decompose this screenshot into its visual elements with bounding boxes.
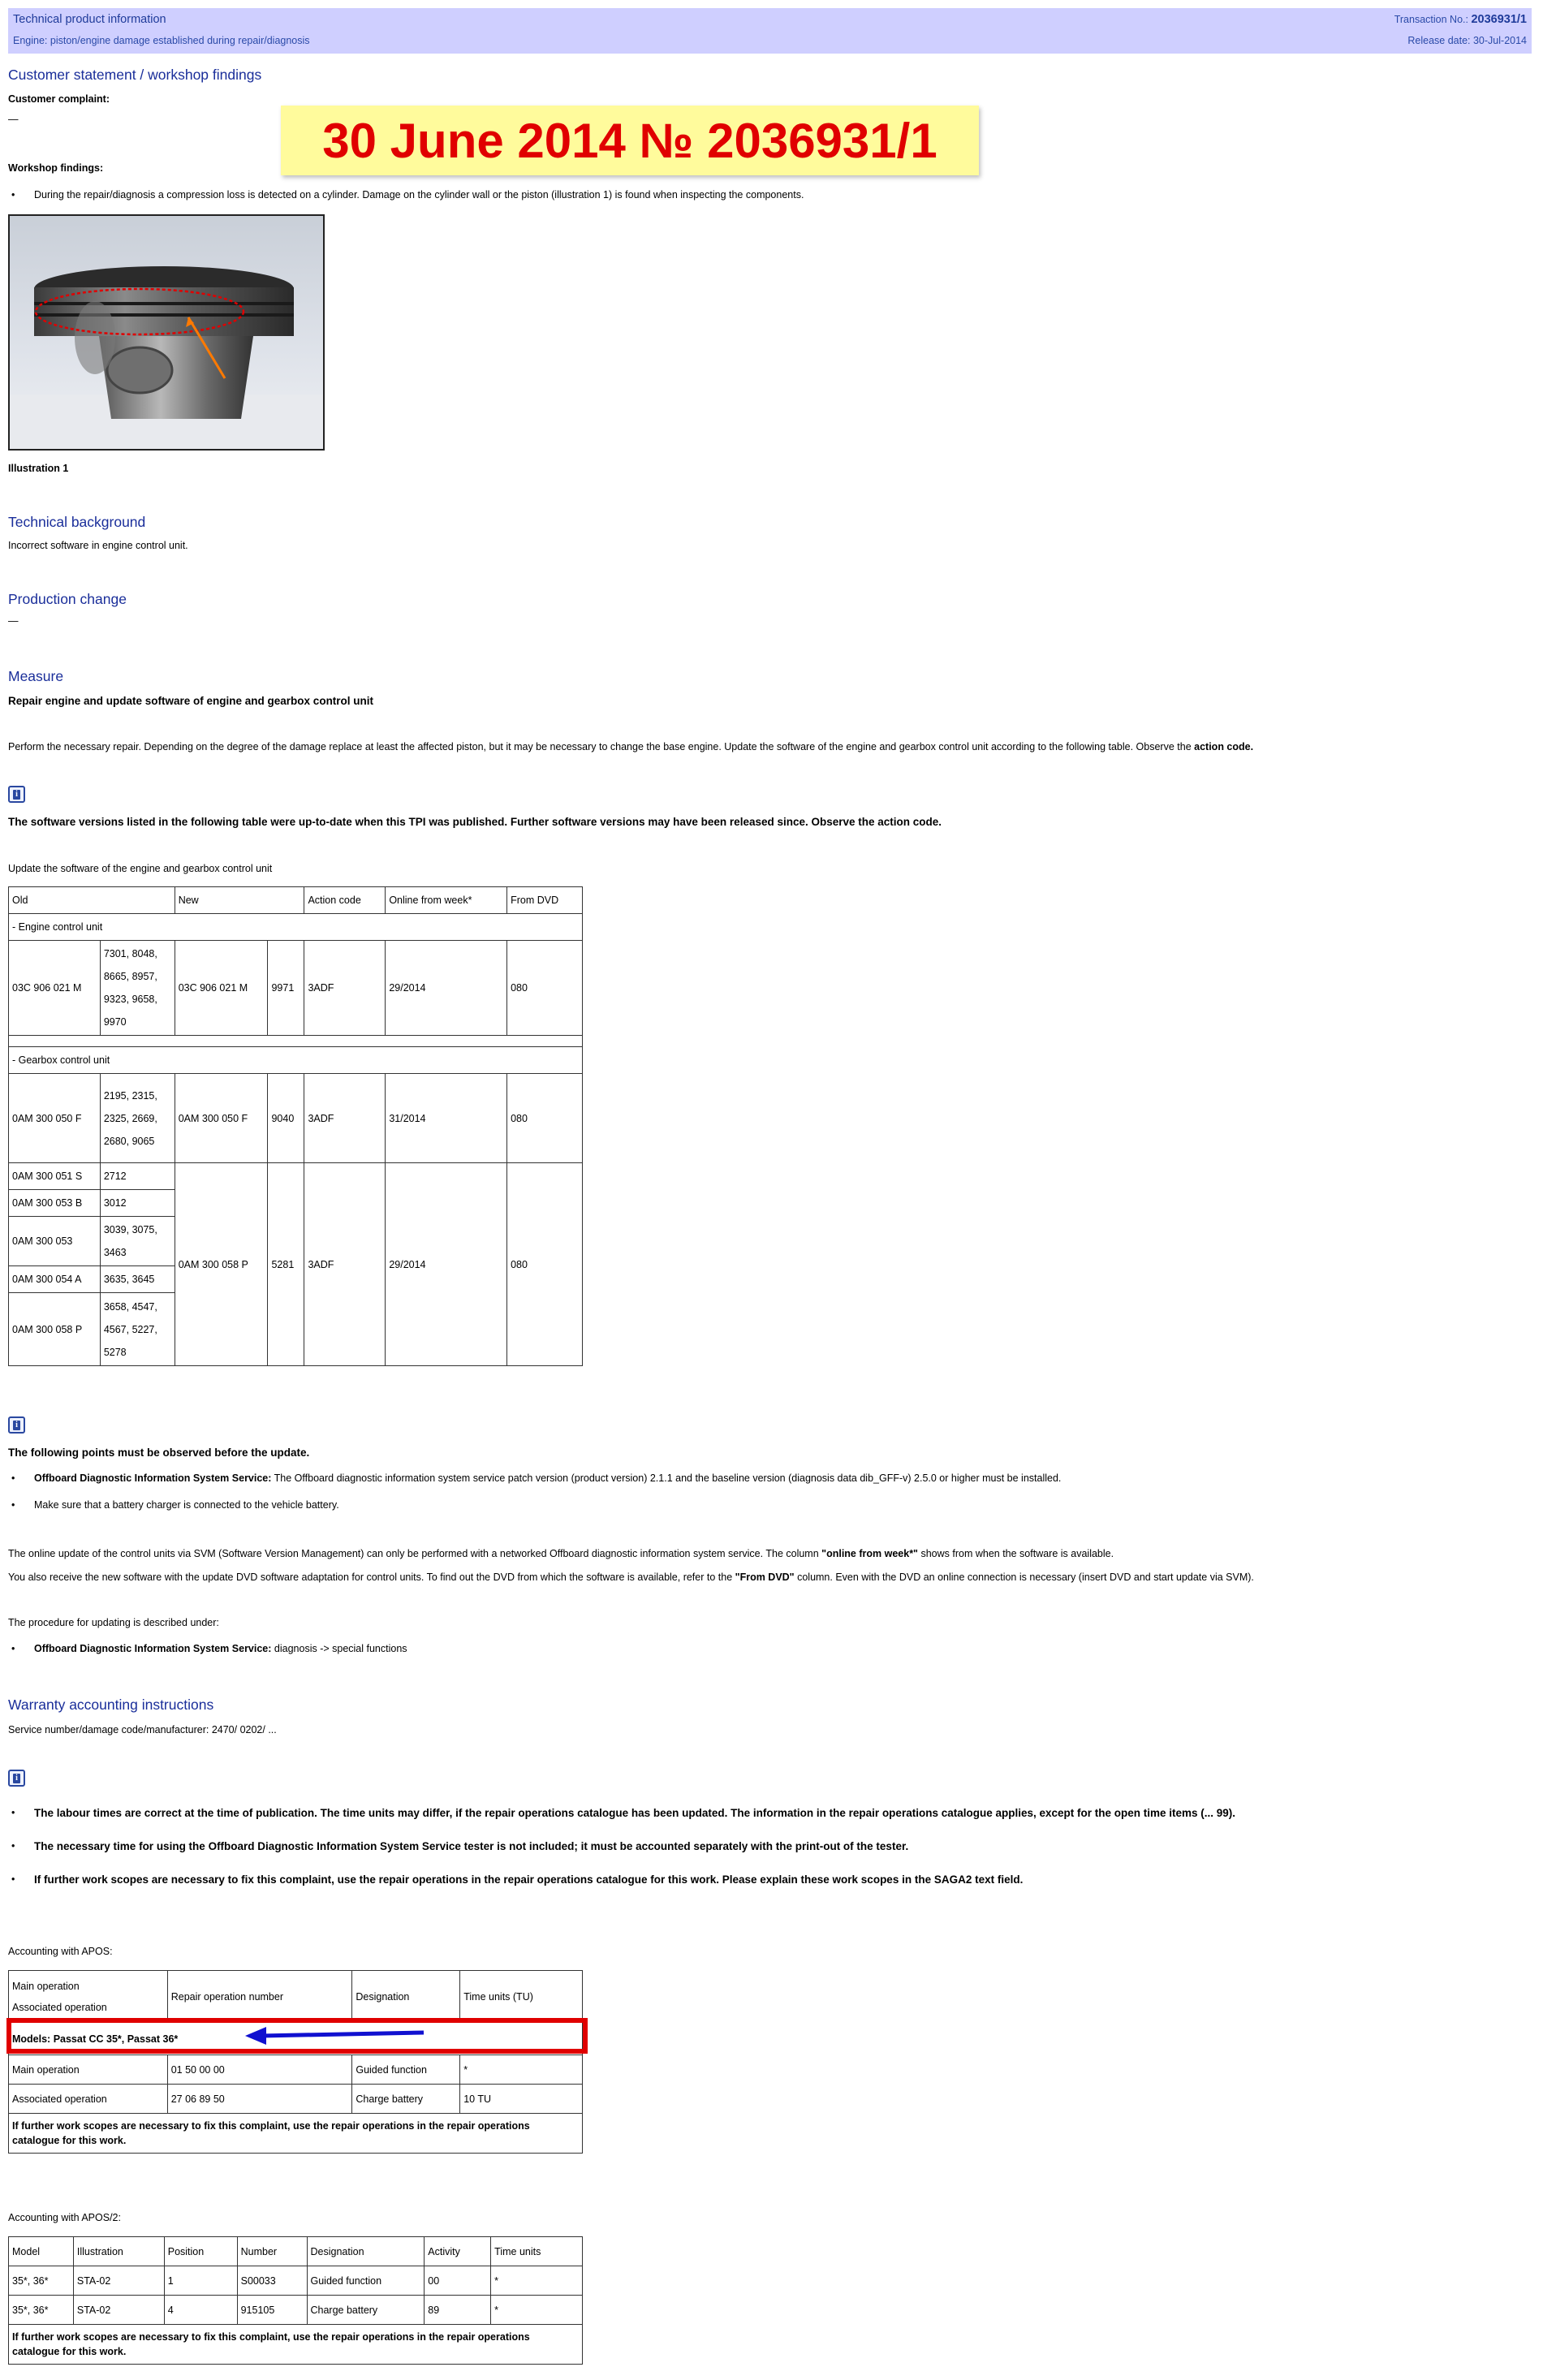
old-sw: 2195, 2315, 2325, 2669, 2680, 9065 bbox=[100, 1074, 175, 1163]
date-number-banner: 30 June 2014 № 2036931/1 bbox=[281, 106, 979, 175]
from-dvd: 080 bbox=[507, 941, 583, 1036]
info-icon: i bbox=[8, 786, 25, 803]
header-repair-number: Repair operation number bbox=[167, 1971, 352, 2023]
new-sw: 9040 bbox=[268, 1074, 304, 1163]
col-position: Position bbox=[164, 2237, 237, 2266]
col-activity: Activity bbox=[425, 2237, 491, 2266]
from-dvd: 080 bbox=[507, 1163, 583, 1366]
dvd-paragraph bbox=[8, 1572, 1254, 1583]
col-new: New bbox=[175, 887, 304, 914]
col-online-week: Online from week* bbox=[386, 887, 507, 914]
software-table bbox=[8, 886, 583, 1366]
measure-para-bold: action code. bbox=[1194, 741, 1254, 752]
warranty-bullet: The necessary time for using the Offboard Diagnostic Information System Service tester is not included; it must be accounted separately with the print-out of the tester. bbox=[34, 1840, 909, 1852]
online-week: 29/2014 bbox=[386, 941, 507, 1036]
procedure-item bbox=[34, 1643, 407, 1654]
cell: Charge battery bbox=[307, 2296, 425, 2325]
cell: 35*, 36* bbox=[9, 2266, 74, 2296]
old-part: 0AM 300 058 P bbox=[9, 1293, 101, 1366]
col-number: Number bbox=[237, 2237, 307, 2266]
old-sw: 3658, 4547, 4567, 5227, 5278 bbox=[100, 1293, 175, 1366]
doc-subtitle: Engine: piston/engine damage established during repair/diagnosis bbox=[13, 35, 310, 46]
engine-group-row bbox=[9, 914, 583, 941]
procedure-bold: Offboard Diagnostic Information System Service: bbox=[34, 1643, 272, 1654]
svm-a: The online update of the control units via SVM (Software Version Management) can only be performed with a networked Offboard diagnostic information system service. The column bbox=[8, 1548, 819, 1559]
bullet-dot: • bbox=[11, 1643, 15, 1654]
dvd-b: "From DVD" bbox=[735, 1572, 795, 1583]
table-row bbox=[9, 2296, 583, 2325]
spacer-row bbox=[9, 1036, 583, 1047]
old-sw: 2712 bbox=[100, 1163, 175, 1190]
svm-b: "online from week*" bbox=[821, 1548, 918, 1559]
old-part: 0AM 300 053 B bbox=[9, 1190, 101, 1217]
old-part: 0AM 300 053 bbox=[9, 1217, 101, 1266]
table-row bbox=[9, 2055, 583, 2085]
bullet-dot: • bbox=[11, 1840, 15, 1852]
old-part: 0AM 300 054 A bbox=[9, 1266, 101, 1293]
complaint-label: Customer complaint: bbox=[8, 93, 110, 105]
apos-label: Accounting with APOS: bbox=[8, 1946, 113, 1957]
col-action-code: Action code bbox=[304, 887, 386, 914]
header-time-units: Time units (TU) bbox=[460, 1971, 583, 2023]
cell: * bbox=[491, 2296, 583, 2325]
col-model: Model bbox=[9, 2237, 74, 2266]
section-warranty: Warranty accounting instructions bbox=[8, 1697, 214, 1713]
col-designation: Designation bbox=[307, 2237, 425, 2266]
cell: S00033 bbox=[237, 2266, 307, 2296]
header-assoc-op: Associated operation bbox=[12, 2001, 107, 2013]
update-note-1-text: The Offboard diagnostic information system service patch version (product version) 2.1.1 and the baseline version (diagnosis data dib_GFF-v) 2.5.0 or higher must be installed. bbox=[274, 1472, 1062, 1484]
action-code: 3ADF bbox=[304, 1074, 386, 1163]
cell: STA-02 bbox=[73, 2266, 164, 2296]
sw-note: The software versions listed in the following table were up-to-date when this TPI was published. Further software versions may have been released since. Observe the action code. bbox=[8, 816, 942, 828]
repair-number: 27 06 89 50 bbox=[167, 2085, 352, 2114]
apos2-label: Accounting with APOS/2: bbox=[8, 2212, 121, 2223]
cell: 1 bbox=[164, 2266, 237, 2296]
section-measure: Measure bbox=[8, 668, 64, 684]
table-row bbox=[9, 1163, 583, 1190]
cell: 4 bbox=[164, 2296, 237, 2325]
online-week: 31/2014 bbox=[386, 1074, 507, 1163]
gearbox-group-label: - Gearbox control unit bbox=[9, 1047, 583, 1074]
warranty-bullet: The labour times are correct at the time of publication. The time units may differ, if the repair operations catalogue has been updated. The information in the repair operations catalogue applies, except for the open time items (... 99). bbox=[34, 1807, 1236, 1819]
new-sw: 5281 bbox=[268, 1163, 304, 1366]
operation: Main operation bbox=[9, 2055, 168, 2085]
action-code: 3ADF bbox=[304, 941, 386, 1036]
update-note-2: Make sure that a battery charger is connected to the vehicle battery. bbox=[34, 1499, 339, 1511]
old-part: 0AM 300 051 S bbox=[9, 1163, 101, 1190]
info-icon: i bbox=[8, 1770, 25, 1787]
col-time-units: Time units bbox=[491, 2237, 583, 2266]
warranty-bullet: If further work scopes are necessary to fix this complaint, use the repair operations in the repair operations catalogue for this work. Please explain these work scopes in the SAGA2 text field. bbox=[34, 1873, 1024, 1886]
old-part: 0AM 300 050 F bbox=[9, 1074, 101, 1163]
table-header-row bbox=[9, 2237, 583, 2266]
engine-group-label: - Engine control unit bbox=[9, 914, 583, 941]
piston-illustration bbox=[8, 214, 325, 451]
illustration-caption: Illustration 1 bbox=[8, 463, 69, 474]
release-date bbox=[1407, 35, 1527, 46]
cell: Guided function bbox=[307, 2266, 425, 2296]
old-sw: 3012 bbox=[100, 1190, 175, 1217]
transaction-label: Transaction No.: bbox=[1394, 14, 1468, 25]
update-notes-heading: The following points must be observed before the update. bbox=[8, 1447, 310, 1459]
apos2-table bbox=[8, 2236, 583, 2365]
procedure-path: diagnosis -> special functions bbox=[274, 1643, 407, 1654]
bullet-dot: • bbox=[11, 1472, 15, 1484]
bullet-dot: • bbox=[11, 1807, 15, 1818]
old-sw: 3039, 3075, 3463 bbox=[100, 1217, 175, 1266]
procedure-text: The procedure for updating is described under: bbox=[8, 1617, 219, 1628]
measure-paragraph bbox=[8, 741, 1253, 752]
new-part: 03C 906 021 M bbox=[175, 941, 268, 1036]
online-week: 29/2014 bbox=[386, 1163, 507, 1366]
release-label: Release date: bbox=[1407, 35, 1471, 46]
dvd-c: column. Even with the DVD an online connection is necessary (insert DVD and start update via SVM). bbox=[797, 1572, 1254, 1583]
time-units: * bbox=[460, 2055, 583, 2085]
designation: Charge battery bbox=[352, 2085, 460, 2114]
from-dvd: 080 bbox=[507, 1074, 583, 1163]
piston-photo bbox=[10, 216, 323, 449]
section-customer-heading: Customer statement / workshop findings bbox=[8, 67, 262, 83]
findings-label: Workshop findings: bbox=[8, 162, 104, 174]
time-units: 10 TU bbox=[460, 2085, 583, 2114]
update-note-1 bbox=[34, 1472, 1061, 1484]
cell: 89 bbox=[425, 2296, 491, 2325]
spacer-cell bbox=[9, 1036, 583, 1047]
release-value: 30-Jul-2014 bbox=[1472, 35, 1527, 46]
col-from-dvd: From DVD bbox=[507, 887, 583, 914]
old-sw: 7301, 8048, 8665, 8957, 9323, 9658, 9970 bbox=[100, 941, 175, 1036]
production-change-text: — bbox=[8, 615, 19, 627]
action-code: 3ADF bbox=[304, 1163, 386, 1366]
bullet-dot: • bbox=[11, 1873, 15, 1885]
old-sw: 3635, 3645 bbox=[100, 1266, 175, 1293]
bullet-dot: • bbox=[11, 1499, 15, 1511]
info-icon: i bbox=[8, 1416, 25, 1434]
table-header-row bbox=[9, 887, 583, 914]
table-row bbox=[9, 941, 583, 1036]
repair-number: 01 50 00 00 bbox=[167, 2055, 352, 2085]
document-header bbox=[8, 8, 1532, 54]
header-main-op: Main operation bbox=[12, 1980, 80, 1992]
cell: 915105 bbox=[237, 2296, 307, 2325]
technical-background-text: Incorrect software in engine control unit. bbox=[8, 540, 188, 551]
cell: 35*, 36* bbox=[9, 2296, 74, 2325]
arrow-left-icon bbox=[244, 2024, 430, 2048]
footer-row bbox=[9, 2325, 583, 2365]
new-sw: 9971 bbox=[268, 941, 304, 1036]
table-row bbox=[9, 1074, 583, 1163]
header-operation bbox=[9, 1971, 168, 2023]
transaction-number bbox=[1394, 13, 1527, 26]
apos-table bbox=[8, 1970, 583, 2154]
findings-text: During the repair/diagnosis a compression loss is detected on a cylinder. Damage on the cylinder wall or the piston (illustration 1) is found when inspecting the components. bbox=[34, 189, 804, 200]
operation: Associated operation bbox=[9, 2085, 168, 2114]
doc-type: Technical product information bbox=[13, 13, 166, 26]
col-old: Old bbox=[9, 887, 175, 914]
section-production-change: Production change bbox=[8, 591, 127, 607]
sw-table-title: Update the software of the engine and gearbox control unit bbox=[8, 863, 273, 874]
footer-row bbox=[9, 2114, 583, 2154]
table-header-row bbox=[9, 1971, 583, 2023]
col-illustration: Illustration bbox=[73, 2237, 164, 2266]
table-row bbox=[9, 2266, 583, 2296]
cell: * bbox=[491, 2266, 583, 2296]
header-designation: Designation bbox=[352, 1971, 460, 2023]
models-cell: Models: Passat CC 35*, Passat 36* bbox=[9, 2023, 583, 2055]
apos2-footer: If further work scopes are necessary to fix this complaint, use the repair operations in the repair operations catalogue for this work. bbox=[9, 2325, 583, 2365]
update-note-1-bold: Offboard Diagnostic Information System Service: bbox=[34, 1472, 272, 1484]
new-part: 0AM 300 050 F bbox=[175, 1074, 268, 1163]
transaction-value: 2036931/1 bbox=[1471, 13, 1527, 26]
old-part: 03C 906 021 M bbox=[9, 941, 101, 1036]
new-part: 0AM 300 058 P bbox=[175, 1163, 268, 1366]
apos-footer: If further work scopes are necessary to fix this complaint, use the repair operations in the repair operations catalogue for this work. bbox=[9, 2114, 583, 2154]
svm-c: shows from when the software is available. bbox=[920, 1548, 1114, 1559]
complaint-value: — bbox=[8, 114, 19, 125]
dvd-a: You also receive the new software with the update DVD software adaptation for control units. To find out the DVD from which the software is available, refer to the bbox=[8, 1572, 733, 1583]
section-technical-background: Technical background bbox=[8, 514, 146, 530]
cell: STA-02 bbox=[73, 2296, 164, 2325]
bullet-dot: • bbox=[11, 189, 15, 200]
service-number: Service number/damage code/manufacturer: 2470/ 0202/ ... bbox=[8, 1724, 277, 1735]
measure-para-text: Perform the necessary repair. Depending on the degree of the damage replace at least the affected piston, but it may be necessary to change the base engine. Update the software of the engine and gearbox control unit according to the following table. Observe the bbox=[8, 741, 1192, 752]
table-row bbox=[9, 2085, 583, 2114]
gearbox-group-row bbox=[9, 1047, 583, 1074]
svm-paragraph bbox=[8, 1548, 1114, 1559]
cell: 00 bbox=[425, 2266, 491, 2296]
measure-subheading: Repair engine and update software of engine and gearbox control unit bbox=[8, 695, 374, 707]
designation: Guided function bbox=[352, 2055, 460, 2085]
